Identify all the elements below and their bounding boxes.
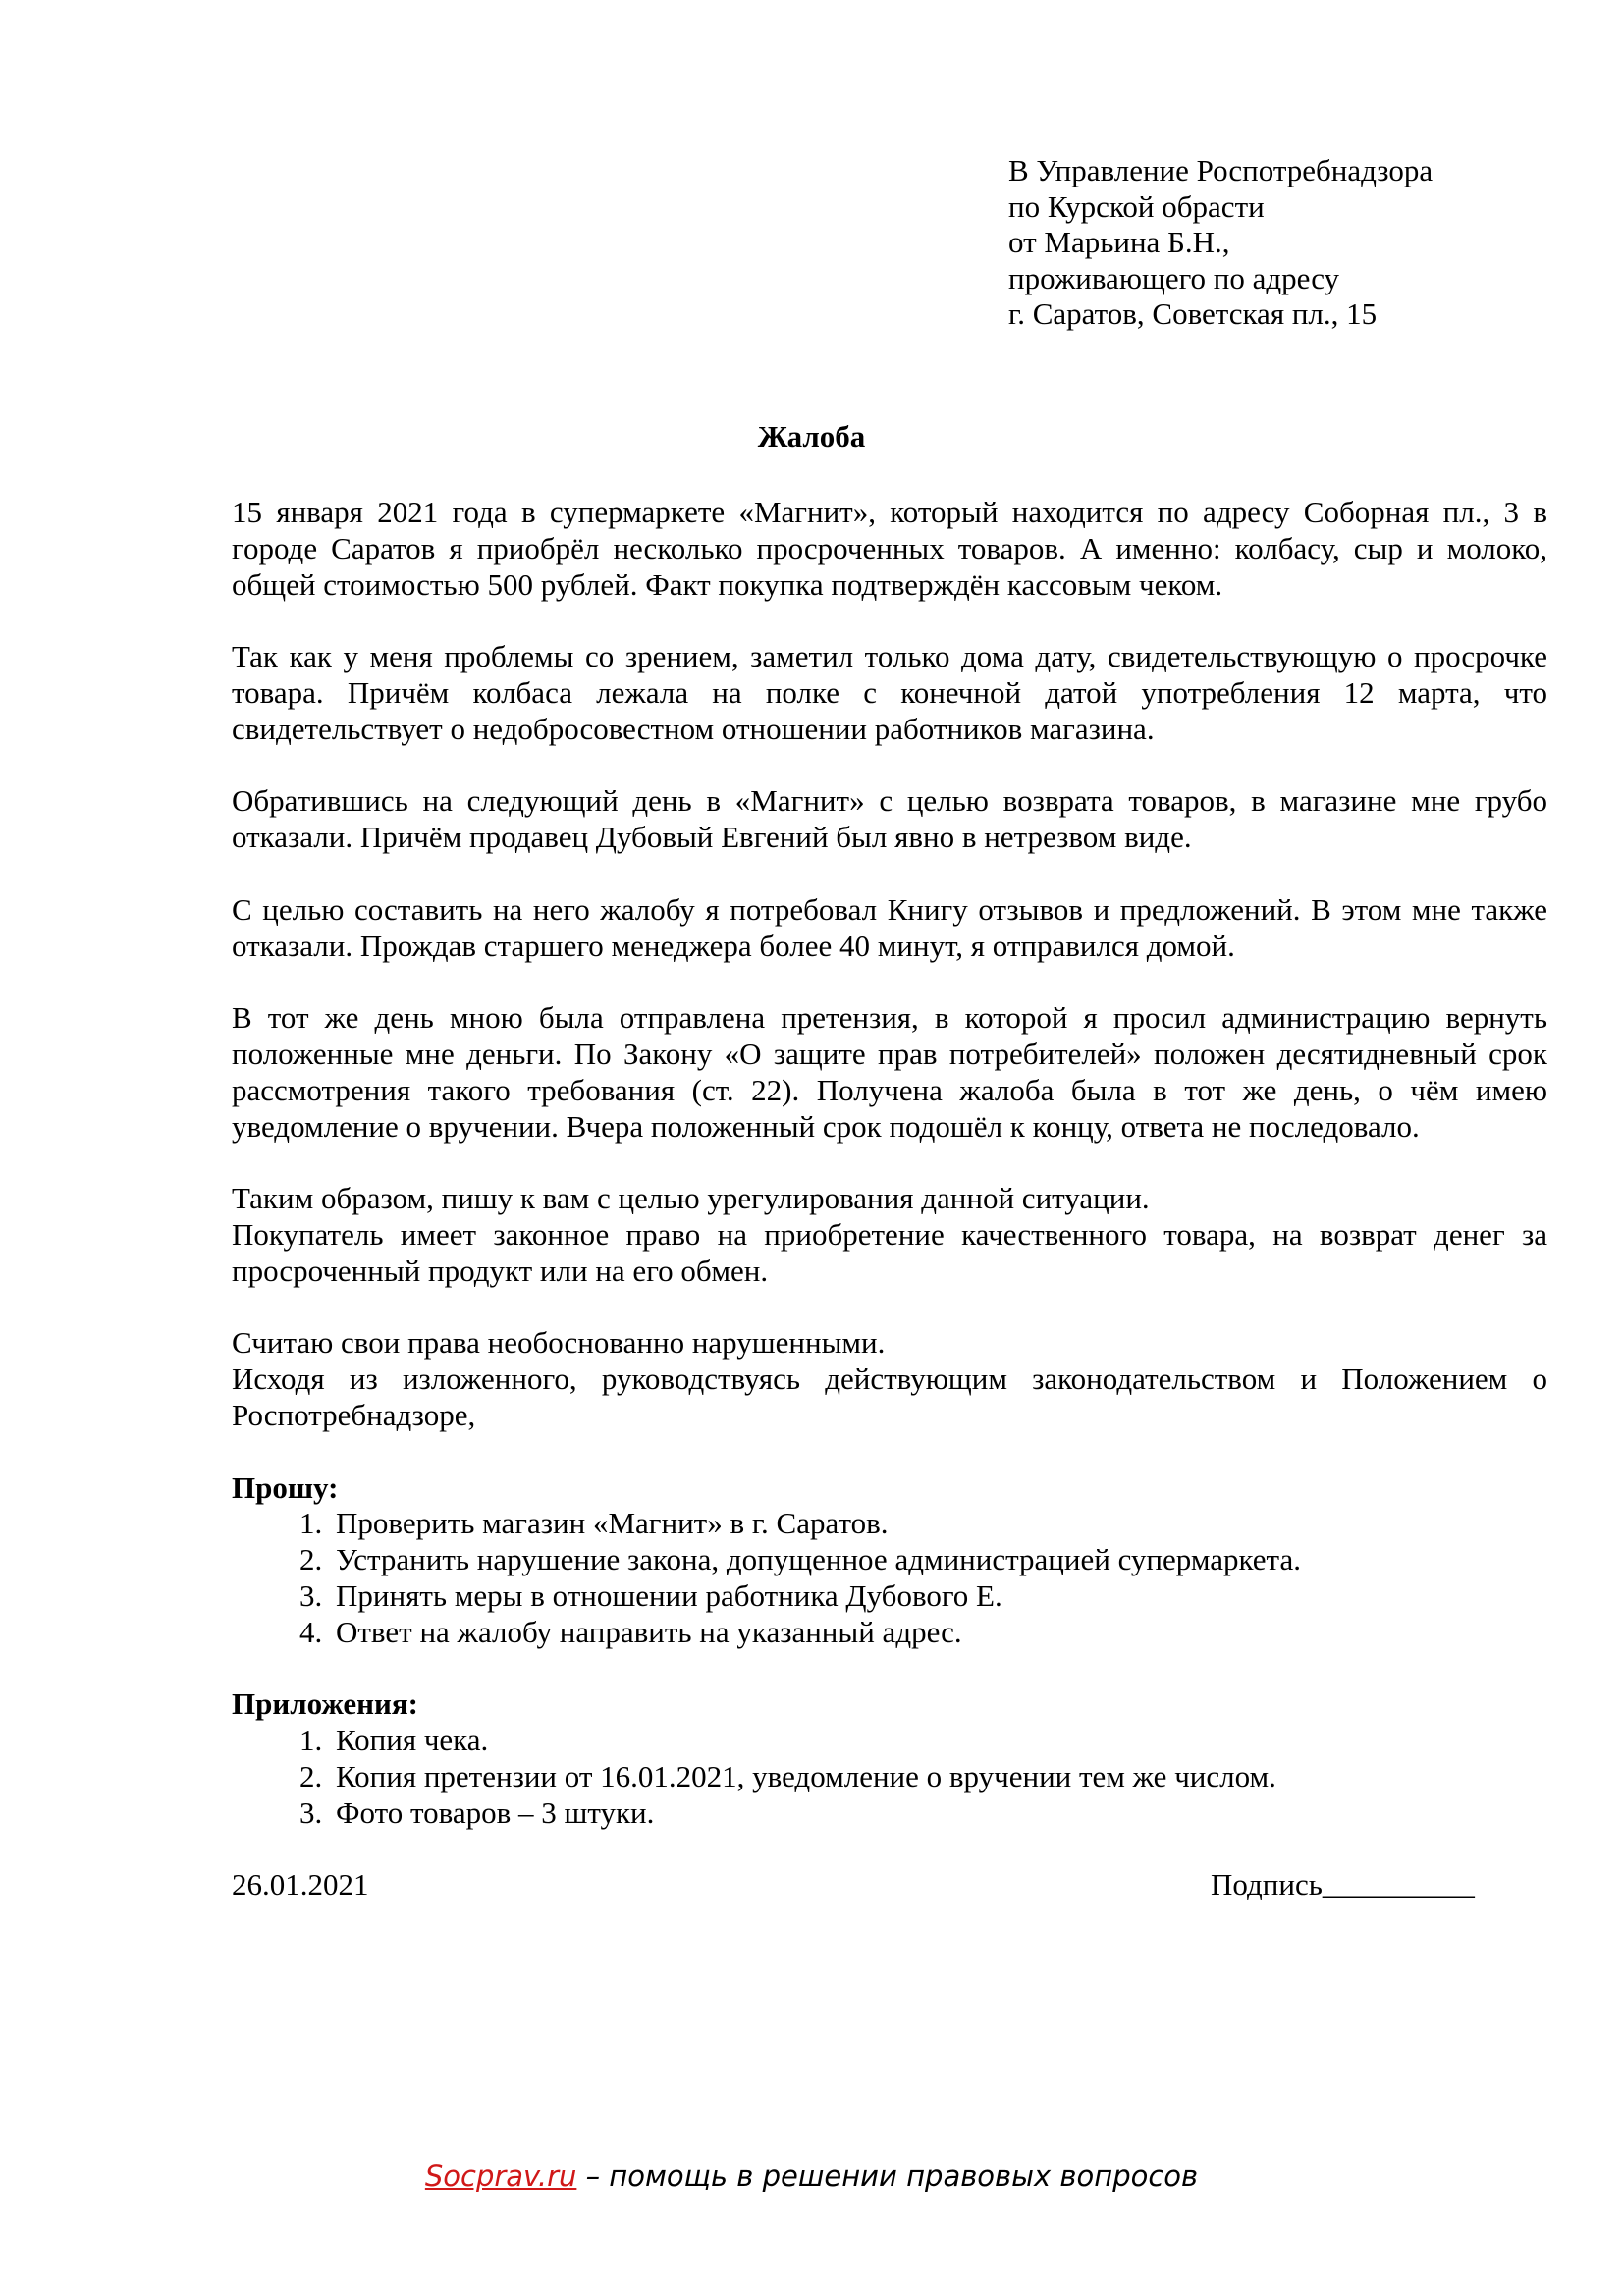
paragraph: Так как у меня проблемы со зрением, заметил только дома дату, свидетельствующую о просрочке товара. Причём колбаса лежала на полке с конечной датой употребления 12 марта, что свидетельствует о недобросовестном отношении работников магазина. (232, 639, 1547, 746)
request-list (232, 1506, 1547, 1650)
footer-text: – помощь в решении правовых вопросов (576, 2160, 1199, 2193)
list-item: 4. Ответ на жалобу направить на указанный адрес. (330, 1615, 1547, 1651)
list-item: 3. Принять меры в отношении работника Дубового Е. (330, 1578, 1547, 1615)
paragraph: 15 января 2021 года в супермаркете «Магнит», который находится по адресу Соборная пл., 3 в городе Саратов я приобрёл несколько просроченных товаров. А именно: колбасу, сыр и молоко, общей стоимостью 500 рублей. Факт покупка подтверждён кассовым чеком. (232, 495, 1547, 602)
document-body (232, 495, 1547, 1903)
addressee-line: В Управление Роспотребнадзора (1008, 153, 1434, 187)
paragraph: Таким образом, пишу к вам с целью урегулирования данной ситуации. (232, 1181, 1150, 1216)
paragraph: Покупатель имеет законное право на приобретение качественного товара, на возврат денег за просроченный продукт или на его обмен. (232, 1216, 1547, 1288)
document-date: 26.01.2021 (232, 1867, 369, 1902)
paragraph: Обратившись на следующий день в «Магнит» с целью возврата товаров, в магазине мне грубо отказали. Причём продавец Дубовый Евгений был явно в нетрезвом виде. (232, 783, 1547, 855)
addressee-line: г. Саратов, Советская пл., 15 (1008, 296, 1378, 331)
paragraph: В тот же день мною была отправлена претензия, в которой я просил администрацию вернуть положенные мне деньги. По Закону «О защите прав потребителей» положен десятидневный срок рассмотрения такого требования (ст. 22). Получена жалоба была в тот же день, о чём имею уведомление о вручении. Вчера положенный срок подошёл к концу, ответа не последовало. (232, 1000, 1547, 1144)
list-item: 2. Копия претензии от 16.01.2021, уведомление о вручении тем же числом. (330, 1759, 1547, 1795)
date-signature-row (232, 1867, 1547, 1903)
addressee-block (1008, 153, 1558, 333)
document-title: Жалоба (757, 419, 866, 454)
site-link[interactable]: Socprav.ru (424, 2160, 577, 2193)
footer-note (0, 2159, 1623, 2194)
request-heading: Прошу: (232, 1469, 339, 1505)
addressee-line: от Марьина Б.Н., (1008, 225, 1230, 259)
attachments-heading: Приложения: (232, 1686, 418, 1722)
paragraph: Исходя из изложенного, руководствуясь действующим законодательством и Положением о Роспотребнадзоре, (232, 1362, 1547, 1432)
signature-line: Подпись__________ (1211, 1867, 1475, 1902)
attachments-list (232, 1723, 1547, 1831)
addressee-line: по Курской обрасти (1008, 188, 1265, 224)
list-item: 3. Фото товаров – 3 штуки. (330, 1795, 1547, 1832)
list-item: 1. Копия чека. (330, 1723, 1547, 1759)
paragraph: С целью составить на него жалобу я потребовал Книгу отзывов и предложений. В этом мне также отказали. Прождав старшего менеджера более 40 минут, я отправился домой. (232, 891, 1547, 963)
list-item: 2. Устранить нарушение закона, допущенное администрацией супермаркета. (330, 1542, 1547, 1578)
addressee-line: проживающего по адресу (1008, 260, 1340, 295)
list-item: 1. Проверить магазин «Магнит» в г. Саратов. (330, 1506, 1547, 1542)
paragraph: Считаю свои права необоснованно нарушенными. (232, 1325, 886, 1361)
